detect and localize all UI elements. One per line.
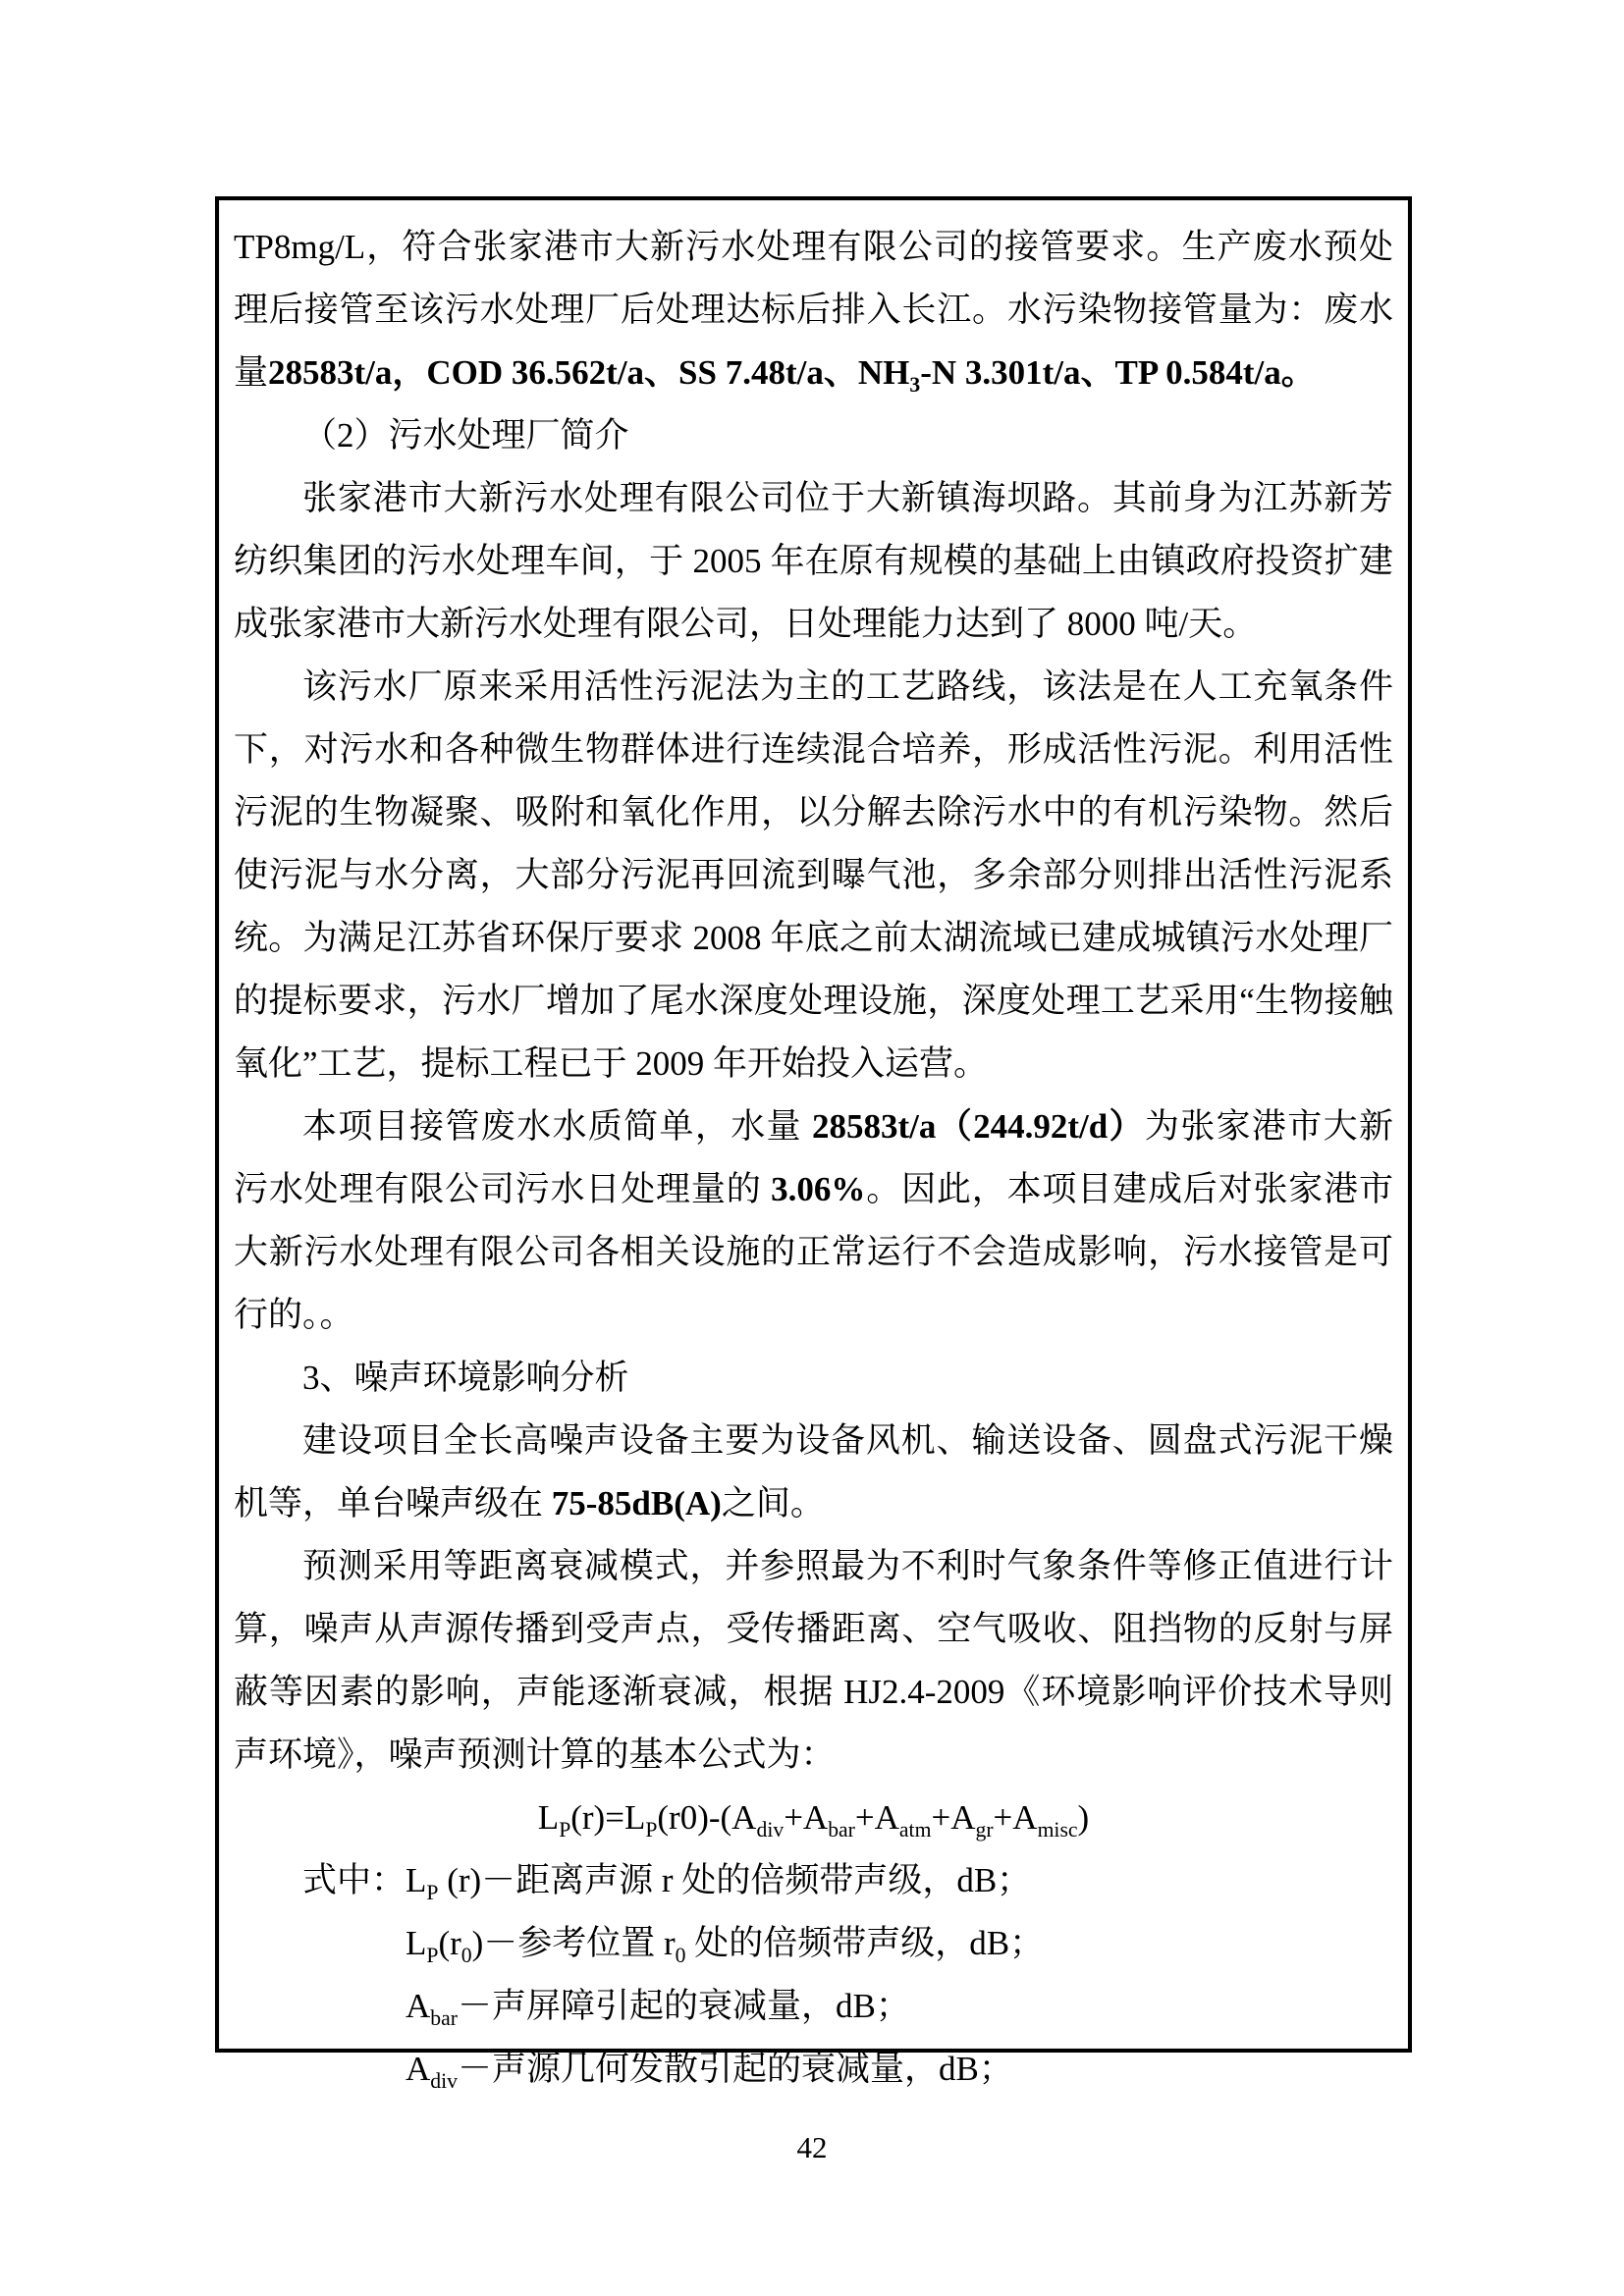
text-run: (r)－距离声源 r 处的倍频带声级，dB； <box>438 1861 1032 1899</box>
subscript-run: 0 <box>460 1944 472 1967</box>
subscript-run: misc <box>1037 1818 1078 1842</box>
text-run: 3、噪声环境影响分析 <box>302 1359 629 1397</box>
subscript-run: 0 <box>675 1944 686 1967</box>
subscript-run: P <box>426 1944 439 1967</box>
subscript-run: P <box>645 1818 658 1842</box>
subscript-run: P <box>559 1818 571 1842</box>
text-run: 为张家港市大新污水处理有限公司污水日处理量的 <box>234 1107 1393 1208</box>
definition-adiv <box>234 2038 1393 2101</box>
paragraph-process-description <box>234 656 1393 1095</box>
text-run: －声源几何发散引起的衰减量，dB； <box>458 2050 1013 2088</box>
subscript-run: P <box>426 1881 439 1904</box>
text-run: (r)=L <box>570 1798 646 1837</box>
text-run: 该污水厂原来采用活性污泥法为主的工艺路线，该法是在人工充氧条件下，对污水和各种微生物群体进行连续混合培养，形成活性污泥。利用活性污泥的生物凝聚、吸附和氧化作用，以分解去除污水中的有机污染物。然后使污泥与水分离，大部分污泥再回流到曝气池，多余部分则排出活性污泥系统。为满足江苏省环保厅要求 2008 年底之前太湖流域已建成城镇污水处理厂的提标要求，污水厂增加了尾水深度处理设施，深度处理工艺采用“生物接触氧化”工艺，提标工程已于 2009 年开始投入运营。 <box>234 667 1393 1083</box>
page-number: 42 <box>796 2130 828 2164</box>
text-run: 。因此，本项目建成后对张家港市大新污水处理有限公司各相关设施的正常运行不会造成影响，污水接管是可行的。。 <box>234 1170 1393 1334</box>
subscript-run: div <box>756 1818 785 1842</box>
definition-abar <box>234 1975 1393 2038</box>
text-run: L <box>406 1924 427 1962</box>
text-run: A <box>406 2050 431 2088</box>
text-run: 28583t/a，COD 36.562t/a、SS 7.48t/a、NH <box>268 353 910 392</box>
text-run: A <box>406 1987 431 2025</box>
subscript-run: div <box>430 2069 458 2093</box>
definition-lp-r <box>234 1849 1393 1912</box>
text-run: 预测采用等距离衰减模式，并参照最为不利时气象条件等修正值进行计算，噪声从声源传播到受声点，受传播距离、空气吸收、阻挡物的反射与屏蔽等因素的影响，声能逐渐衰减，根据 HJ2.4-2009《环境影响评价技术导则声环境》，噪声预测计算的基本公式为： <box>234 1547 1393 1774</box>
text-run: +A <box>993 1798 1038 1837</box>
heading-wwtp-intro <box>234 404 1393 467</box>
text-run: （2）污水处理厂简介 <box>302 416 629 454</box>
paragraph-wwtp-history <box>234 467 1393 656</box>
subscript-run: atm <box>898 1818 932 1842</box>
document-table-cell <box>215 196 1412 2093</box>
text-run: 张家港市大新污水处理有限公司位于大新镇海坝路。其前身为江苏新芳纺织集团的污水处理车间，于 2005 年在原有规模的基础上由镇政府投资扩建成张家港市大新污水处理有限公司，日处理能力达到了 8000 吨/天。 <box>234 479 1393 643</box>
text-run: 之间。 <box>721 1484 825 1522</box>
paragraph-feasibility-conclusion <box>234 1095 1393 1347</box>
text-run: 处的倍频带声级，dB； <box>685 1924 1045 1962</box>
paragraph-sewage-acceptance <box>234 216 1393 404</box>
text-run: 28583t/a（244.92t/d） <box>812 1107 1145 1146</box>
subscript-run: bar <box>430 2006 458 2030</box>
text-run: +A <box>931 1798 976 1837</box>
paragraph-noise-equipment <box>234 1410 1393 1535</box>
subscript-run: 3 <box>909 373 921 397</box>
text-run: －声屏障引起的衰减量，dB； <box>457 1987 910 2025</box>
text-run: L <box>537 1798 560 1837</box>
text-run: (r <box>438 1924 461 1962</box>
text-run: 75-85dB(A) <box>551 1484 722 1522</box>
text-run: 本项目接管废水水质简单，水量 <box>302 1107 812 1146</box>
text-run: +A <box>784 1798 829 1837</box>
text-run: 3.06% <box>771 1170 866 1208</box>
text-run: 建设项目全长高噪声设备主要为设备风机、输送设备、圆盘式污泥干燥机等，单台噪声级在 <box>234 1421 1393 1522</box>
text-run: (r0)-(A <box>657 1798 757 1837</box>
text-run: +A <box>854 1798 899 1837</box>
text-run: -N 3.301t/a、TP 0.584t/a。 <box>920 353 1316 392</box>
definition-lp-r0 <box>234 1912 1393 1975</box>
text-run: ) <box>1077 1798 1090 1837</box>
text-run: )－参考位置 r <box>471 1924 676 1962</box>
text-run: 式中：L <box>302 1861 427 1899</box>
text-run: TP8mg/L，符合张家港市大新污水处理有限公司的接管要求。生产废水预处理后接管至该污水处理厂后处理达标后排入长江。水污染物接管量为：废水量 <box>234 228 1393 392</box>
heading-noise-analysis <box>234 1347 1393 1410</box>
subscript-run: gr <box>975 1818 994 1842</box>
noise-prediction-formula <box>234 1787 1393 1849</box>
subscript-run: bar <box>828 1818 855 1842</box>
paragraph-prediction-method <box>234 1535 1393 1787</box>
